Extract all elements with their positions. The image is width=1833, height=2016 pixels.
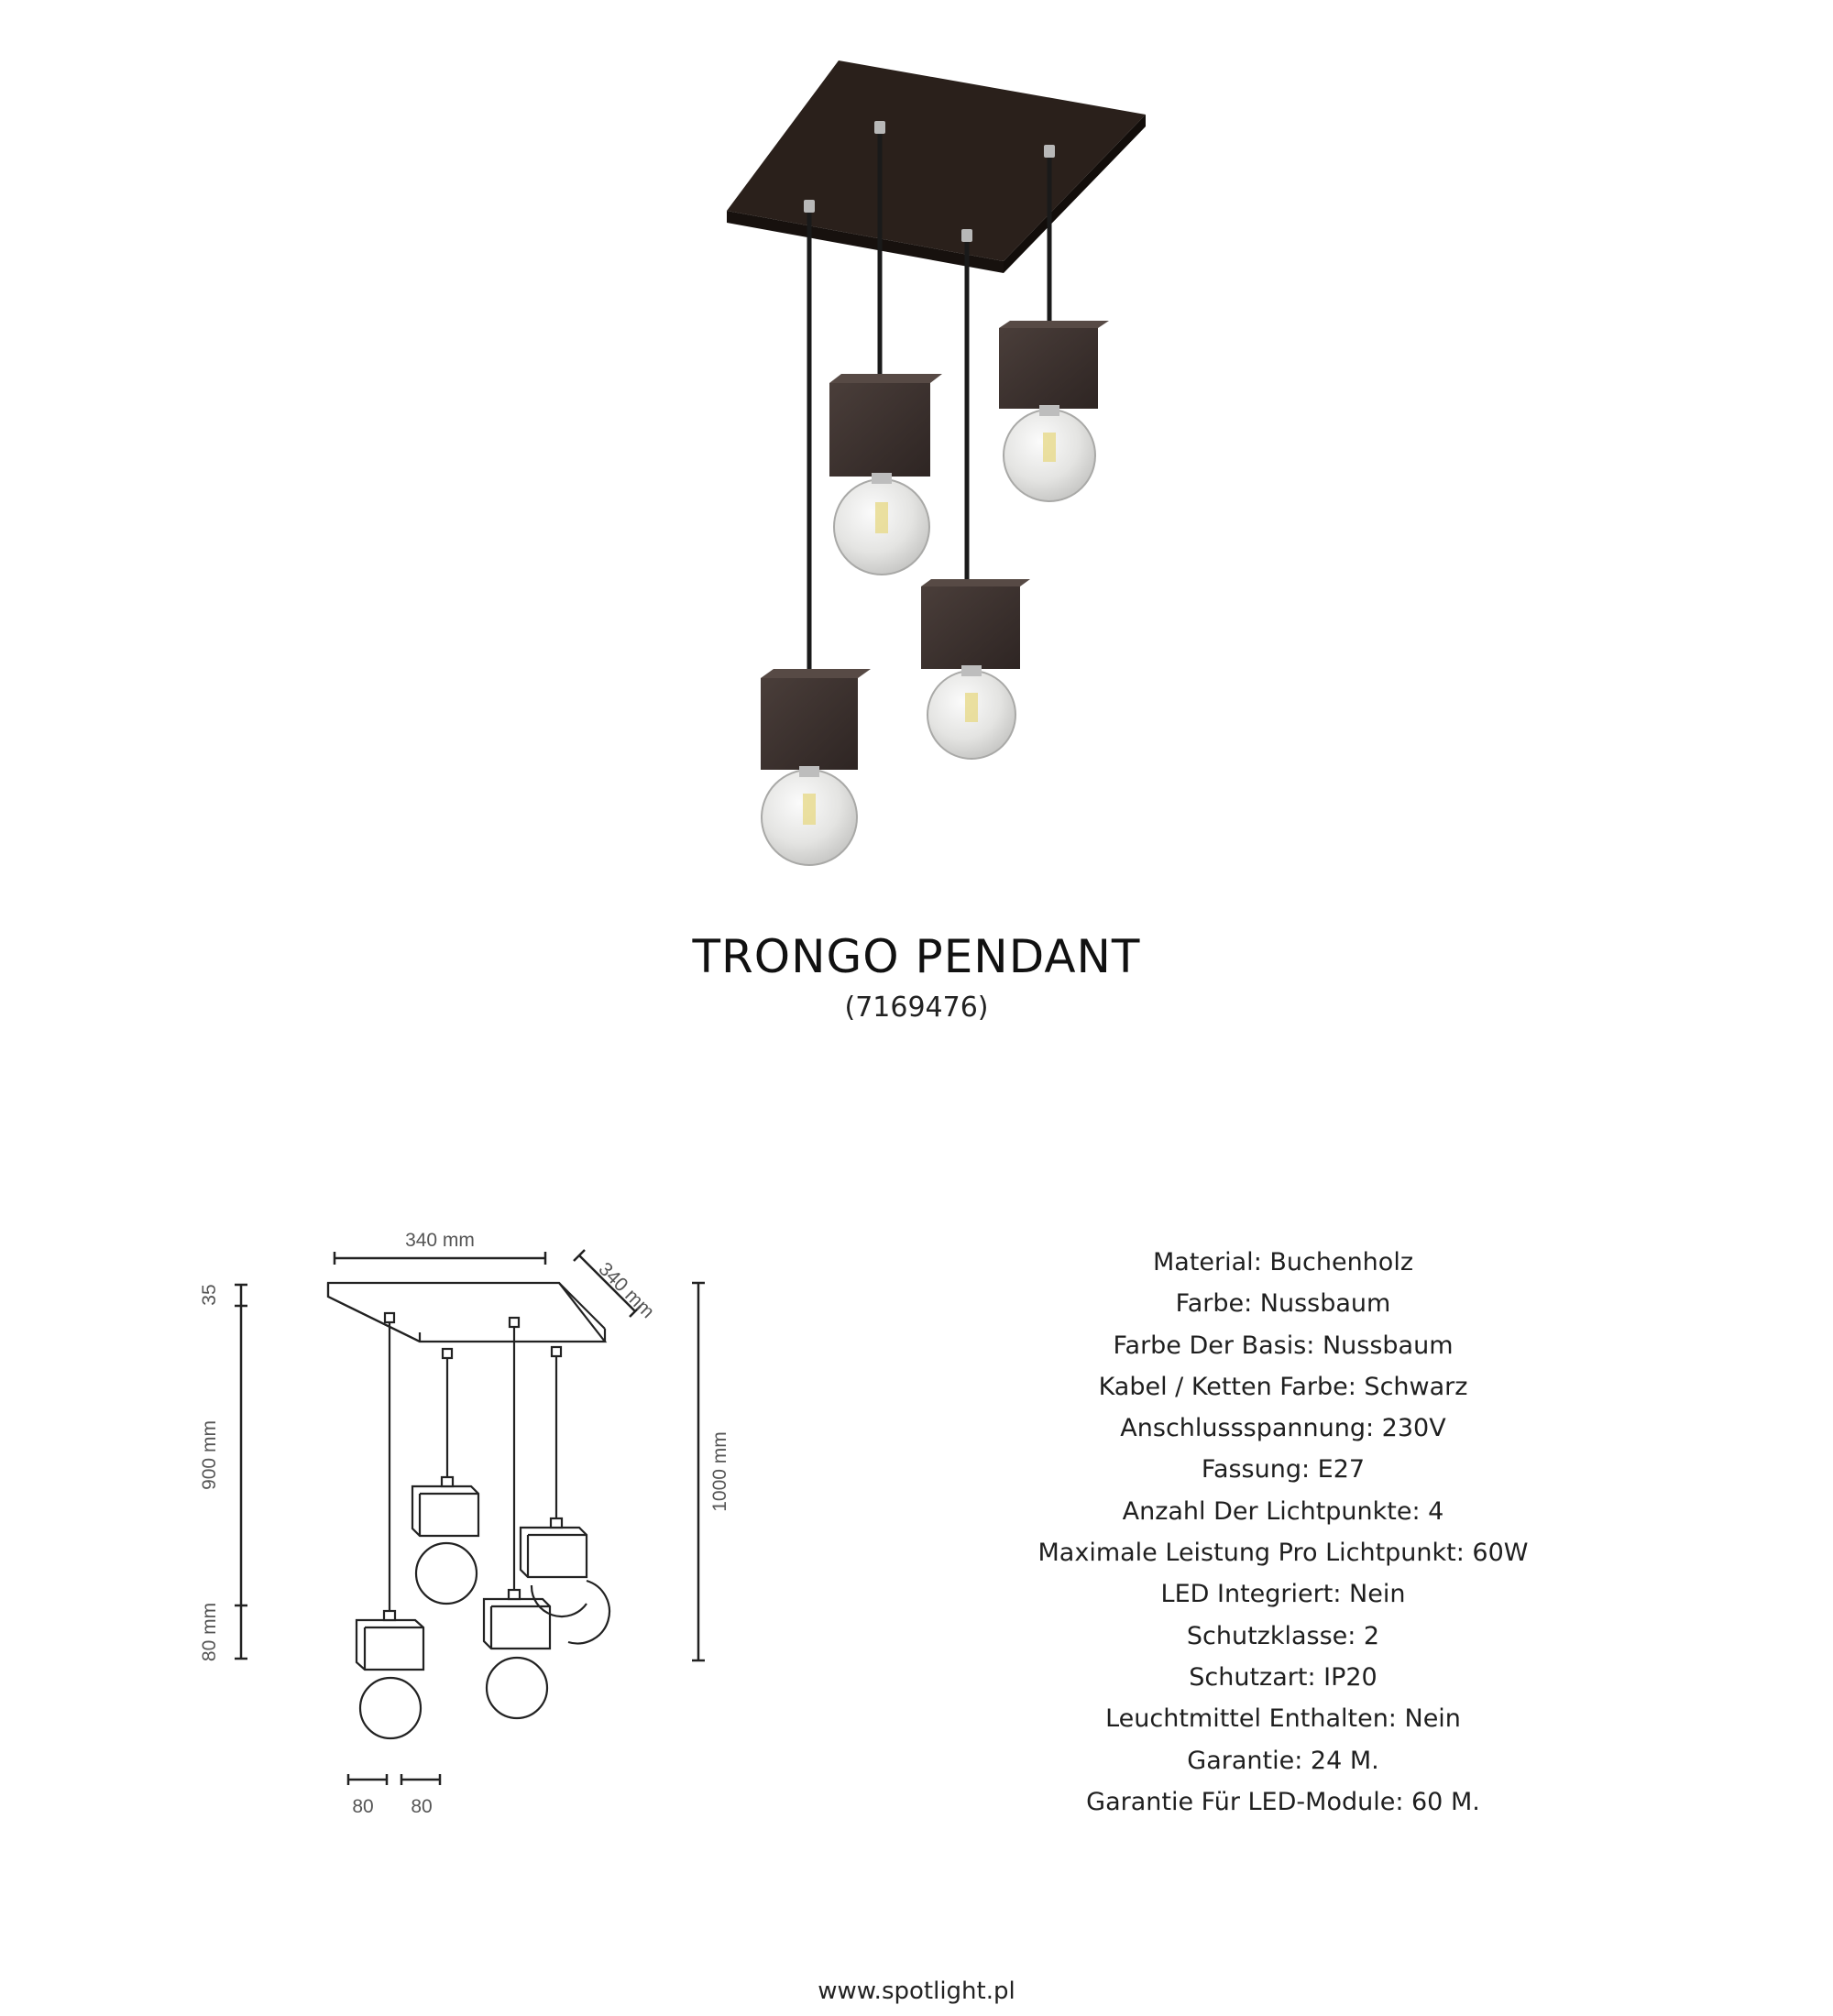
technical-drawing bbox=[183, 1219, 733, 1842]
spec-item: Maximale Leistung Pro Lichtpunkt: 60W bbox=[1037, 1539, 1529, 1568]
spec-item: Kabel / Ketten Farbe: Schwarz bbox=[1098, 1372, 1468, 1401]
pendant-lamp-4 bbox=[999, 321, 1109, 501]
drawing-base-plate bbox=[328, 1283, 605, 1342]
pendant-lamp-2 bbox=[829, 374, 942, 575]
product-code: (7169476) bbox=[844, 992, 989, 1024]
product-photo bbox=[0, 0, 1833, 898]
pendant-lamp-3 bbox=[921, 579, 1030, 759]
dim-base-height-label: 35 bbox=[199, 1284, 220, 1306]
footer-url[interactable]: www.spotlight.pl bbox=[818, 1978, 1015, 2005]
spec-item: Anzahl Der Lichtpunkte: 4 bbox=[1122, 1496, 1444, 1526]
dim-width-label: 340 mm bbox=[405, 1230, 475, 1251]
spec-item: Schutzart: IP20 bbox=[1189, 1662, 1377, 1692]
spec-item: Garantie Für LED-Module: 60 M. bbox=[1086, 1787, 1480, 1816]
spec-item: Garantie: 24 M. bbox=[1187, 1746, 1379, 1775]
spec-item: Material: Buchenholz bbox=[1153, 1248, 1413, 1276]
dim-cube-width-label-2: 80 bbox=[411, 1796, 433, 1817]
dim-depth-label: 340 mm bbox=[594, 1258, 659, 1323]
dim-cable-length-label: 900 mm bbox=[199, 1420, 220, 1490]
spec-item: Schutzklasse: 2 bbox=[1186, 1621, 1380, 1650]
drawing-lamp-3 bbox=[484, 1590, 550, 1718]
spec-item: Fassung: E27 bbox=[1201, 1455, 1366, 1485]
drawing-lamp-1 bbox=[357, 1611, 423, 1738]
spec-list bbox=[962, 1242, 1604, 1823]
dim-total-height-label: 1000 mm bbox=[709, 1431, 730, 1512]
spec-item: Leuchtmittel Enthalten: Nein bbox=[1105, 1704, 1461, 1734]
spec-item: Anschlussspannung: 230V bbox=[1120, 1414, 1446, 1443]
pendant-lamp-1 bbox=[761, 669, 871, 865]
dim-cube-height-label: 80 mm bbox=[199, 1602, 220, 1662]
product-title: TRONGO PENDANT bbox=[692, 930, 1141, 983]
ceiling-base bbox=[727, 60, 1146, 273]
spec-item: Farbe: Nussbaum bbox=[1175, 1289, 1391, 1319]
spec-item: Farbe Der Basis: Nussbaum bbox=[1113, 1331, 1454, 1360]
drawing-lamp-2 bbox=[412, 1477, 478, 1604]
dim-cube-width-label-1: 80 bbox=[352, 1796, 374, 1817]
spec-item: LED Integriert: Nein bbox=[1160, 1580, 1406, 1609]
